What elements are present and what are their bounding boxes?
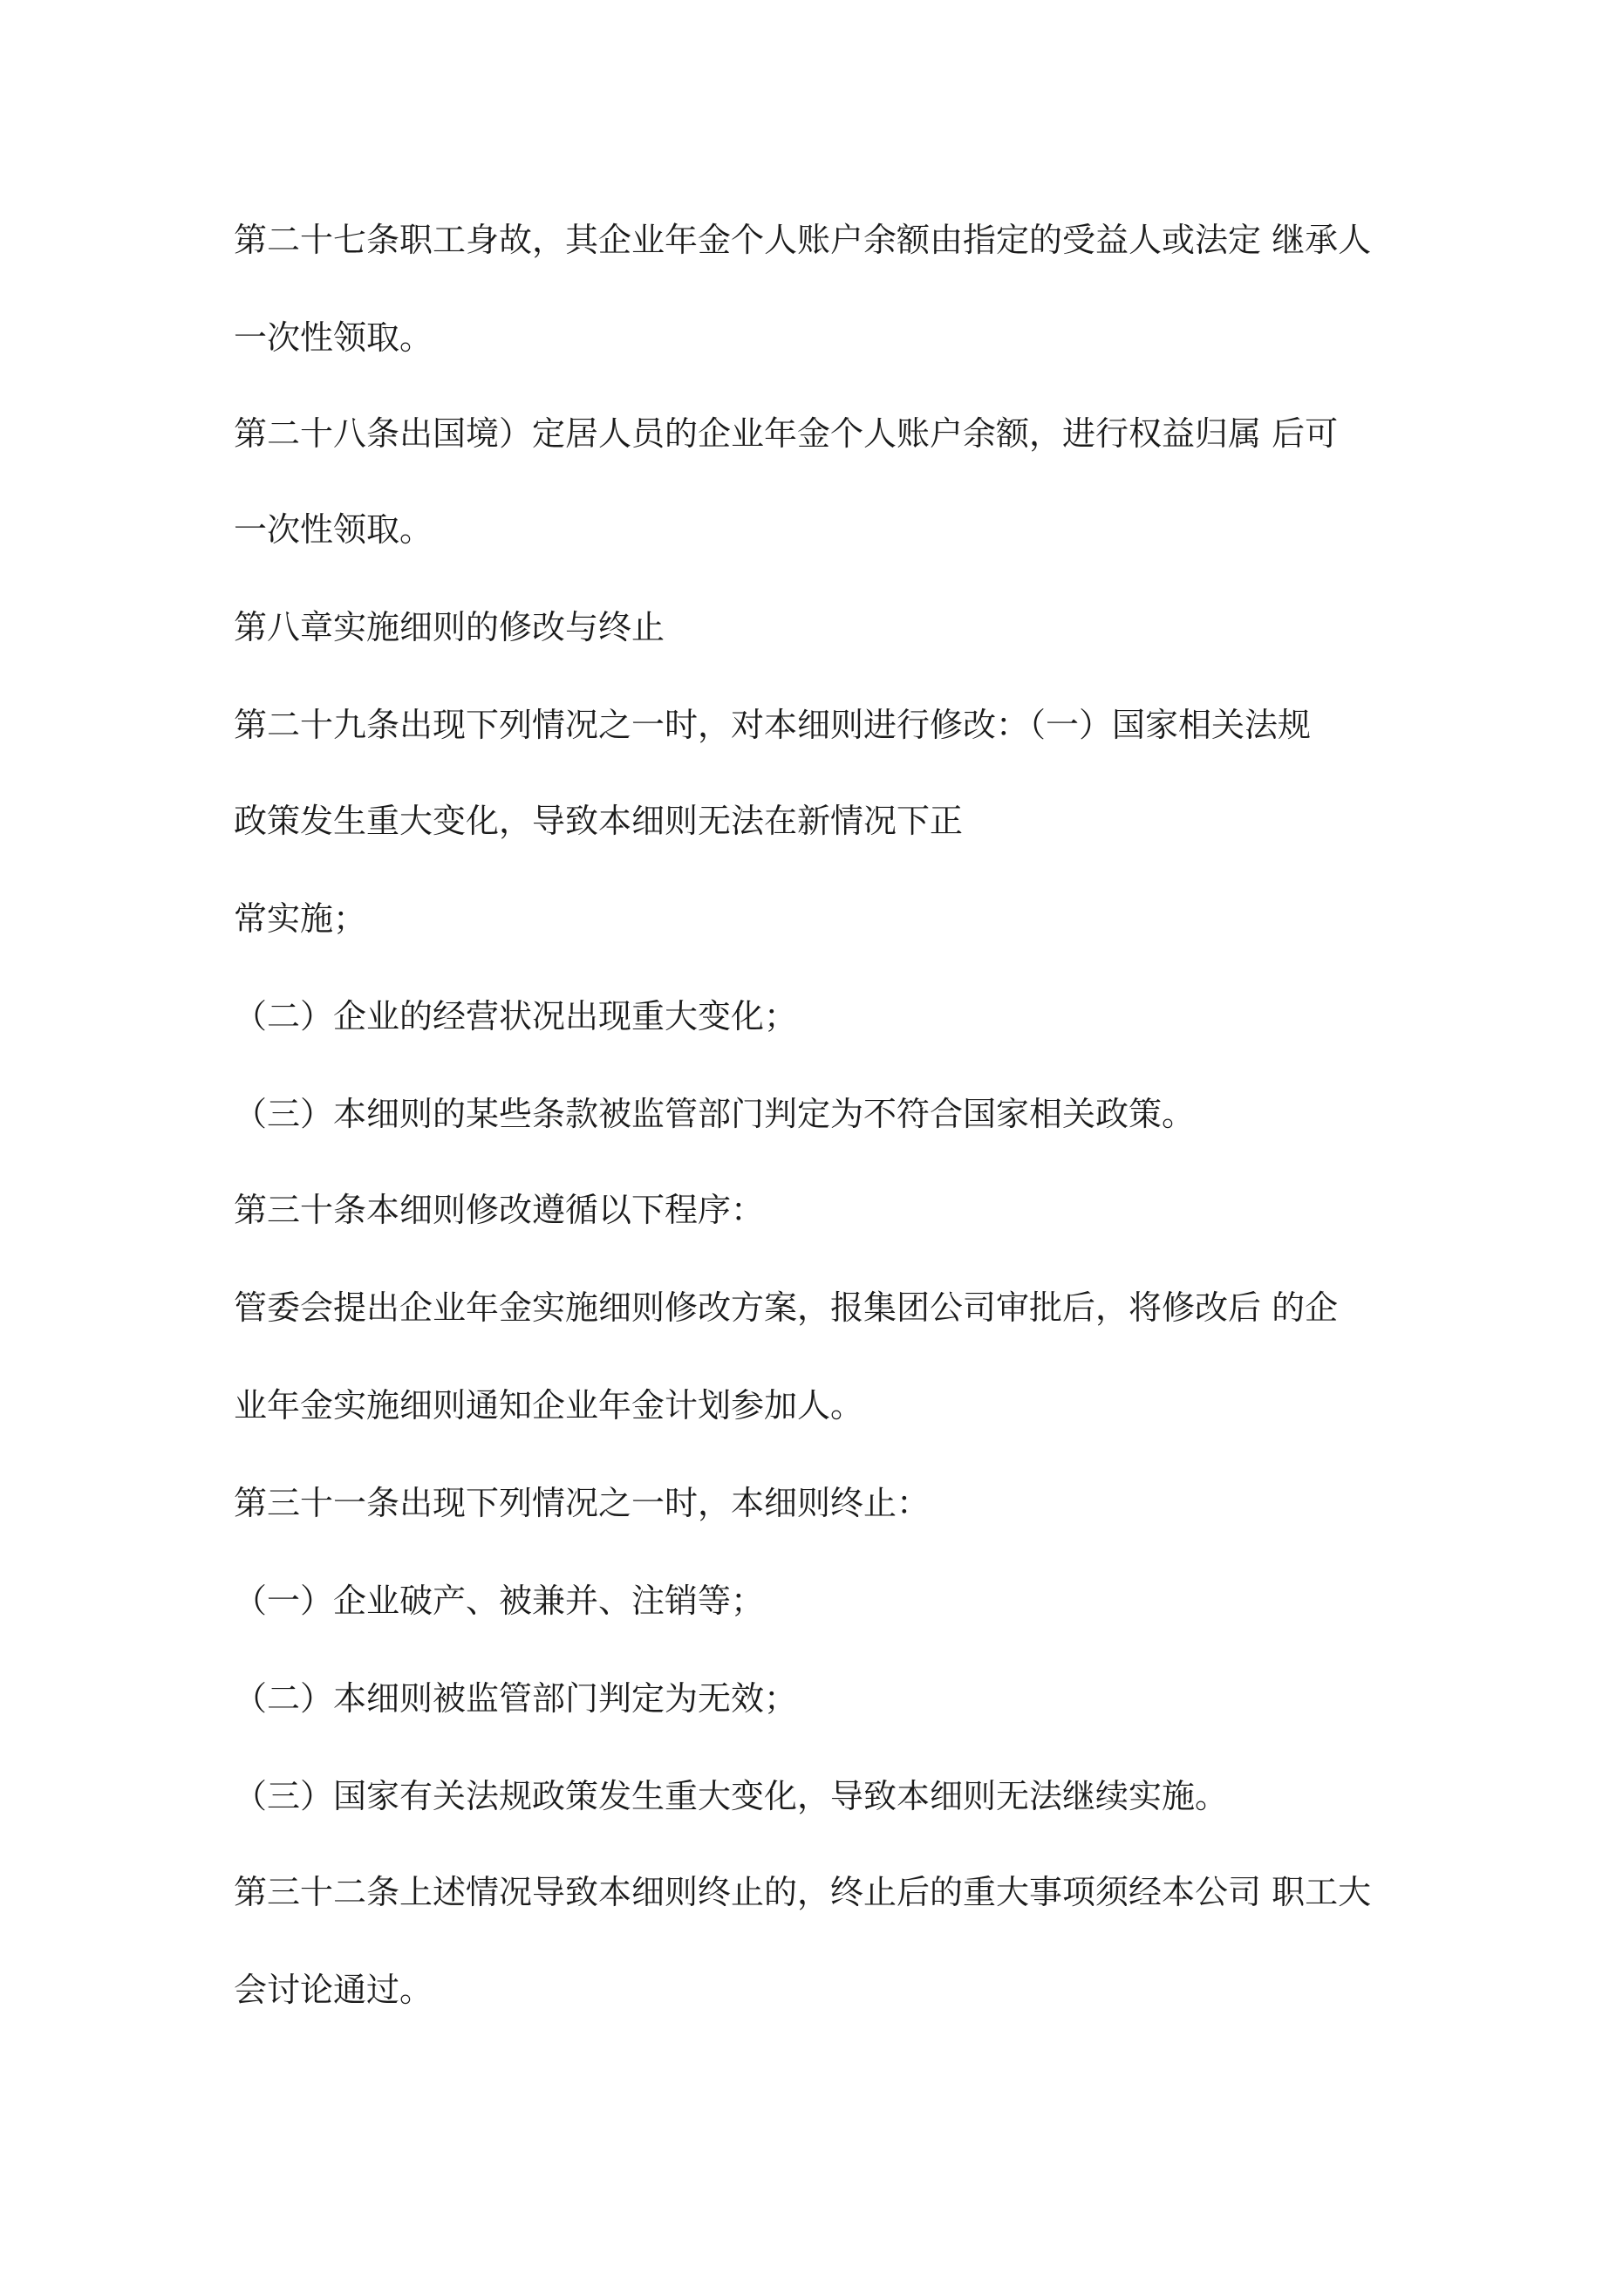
list-item: （二）企业的经营状况出现重大变化； [234,997,798,1035]
text-line: 会讨论通过。 [234,1971,433,2009]
text-line: 第二十七条职工身故，其企业年金个人账户余额由指定的受益人或法定 继承人 [234,221,1372,259]
list-item: （一）企业破产、被兼并、注销等； [234,1582,765,1620]
text-line: 第三十一条出现下列情况之一时，本细则终止： [234,1484,931,1522]
text-line: 常实施； [234,899,367,938]
list-item: （三）国家有关法规政策发生重大变化，导致本细则无法继续实施。 [234,1777,1229,1815]
text-line: 第三十条本细则修改遵循以下程序： [234,1191,765,1229]
text-line: 第三十二条上述情况导致本细则终止的，终止后的重大事项须经本公司 职工大 [234,1873,1372,1911]
text-line: 管委会提出企业年金实施细则修改方案，报集团公司审批后，将修改后 的企 [234,1288,1339,1327]
text-line: 一次性领取。 [234,510,433,549]
text-line: 政策发生重大变化，导致本细则无法在新情况下正 [234,802,964,840]
text-line: 第二十九条出现下列情况之一时，对本细则进行修改：（一）国家相关法规 [234,706,1312,744]
text-line: 第二十八条出国境）定居人员的企业年金个人账户余额，进行权益归属 后可 [234,414,1339,453]
text-line: 一次性领取。 [234,318,433,357]
list-item: （二）本细则被监管部门判定为无效； [234,1679,798,1718]
list-item: （三）本细则的某些条款被监管部门判定为不符合国家相关政策。 [234,1095,1196,1133]
text-line: 业年金实施细则通知企业年金计划参加人。 [234,1386,864,1425]
section-heading: 第八章实施细则的修改与终止 [234,608,665,646]
